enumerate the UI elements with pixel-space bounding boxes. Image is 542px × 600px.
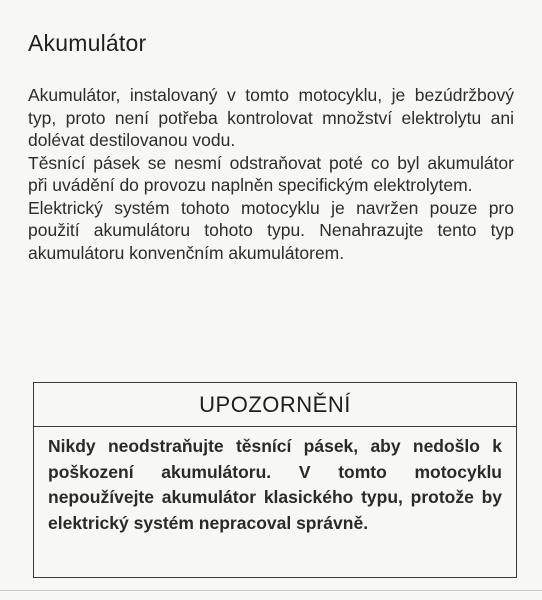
warning-text: Nikdy neodstraňujte těsnící pásek, aby nedošlo k poškození akumulátoru. V tomto motocyklu nepoužívejte akumulátor klasického typu, protože by elektrický systém nepracoval správně. [48,436,502,533]
page-title: Akumulátor [28,30,147,56]
body-text [28,84,514,264]
page-bottom-rule [0,590,542,591]
warning-heading: UPOZORNĚNÍ [34,383,516,427]
paragraph-maintenance-free: Akumulátor, instalovaný v tomto motocyklu, je bezúdržbový typ, proto není potřeba kontrolovat množství elektrolytu ani dolévat destilovanou vodu. [28,85,514,150]
paragraph-electrical-system: Elektrický systém tohoto motocyklu je navržen pouze pro použití akumulátoru tohoto typu. Nenahrazujte tento typ akumulátoru konvenčním akumulátorem. [28,197,514,263]
paragraph-sealing-strip: Těsnící pásek se nesmí odstraňovat poté co byl akumulátor při uvádění do provozu naplněn specifickým elektrolytem. [28,152,514,195]
warning-box [33,382,517,578]
